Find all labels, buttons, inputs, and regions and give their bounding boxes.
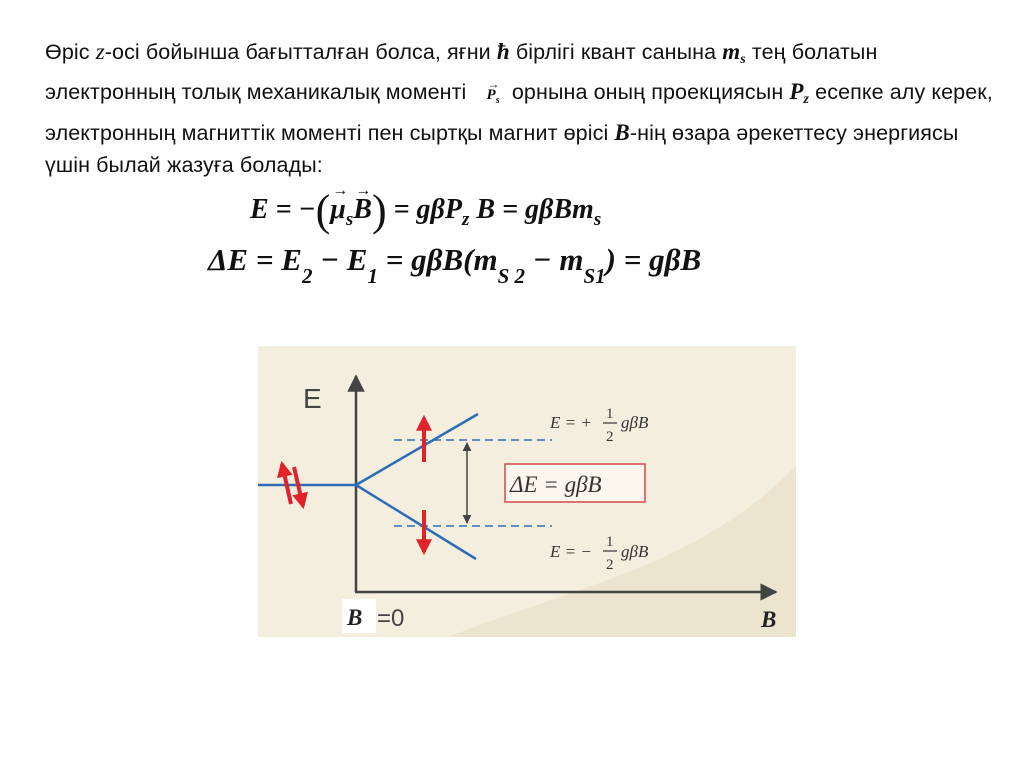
formula-sub: 2	[301, 264, 313, 288]
formula-sub: S 2	[497, 264, 526, 288]
text-run: -нің өзара әрекеттесу энергиясы үшін былай жазуға болады:	[45, 121, 959, 177]
formula-part: ΔE = E	[208, 242, 302, 277]
zeeman-splitting-diagram	[258, 346, 796, 637]
formula-sub: z	[462, 209, 470, 230]
text-run: тең болатын электронның толық механикалық моменті	[45, 40, 878, 104]
fraction-denominator: 2	[606, 557, 614, 573]
formula-part: E = −	[250, 194, 316, 225]
x-axis-label: B	[761, 607, 777, 632]
text-run: -осі бойынша бағытталған болса, яғни	[104, 40, 497, 64]
symbol-ms: m	[722, 39, 741, 64]
formula-part: − E	[312, 242, 368, 277]
zero-label-b: B	[347, 605, 363, 630]
vector-arrow-icon: →	[332, 182, 349, 199]
symbol-ps: P	[486, 87, 496, 103]
vector-mu	[330, 182, 349, 226]
text-run: Өріс	[45, 40, 96, 64]
formula-part: = gβB(m	[377, 242, 498, 277]
zero-label-eq: =0	[377, 605, 405, 632]
fraction-denominator: 2	[606, 429, 614, 445]
formula-part: = gβP	[386, 194, 462, 225]
symbol-ps-sub: s	[495, 95, 500, 106]
level-formula-suffix: gβB	[621, 542, 649, 561]
level-formula-prefix: E = +	[550, 413, 592, 432]
vector-arrow-icon: →	[355, 182, 372, 199]
formula-sub: s	[593, 209, 602, 230]
symbol-ps-vector	[487, 79, 500, 117]
vector-arrow-icon: →	[487, 77, 500, 91]
text-run: бірлігі квант санына	[509, 40, 723, 64]
fraction-numerator: 1	[606, 406, 614, 422]
formula-sub: 1	[367, 264, 378, 288]
text-run: есепке алу керек, электронның магниттік моменті пен сыртқы магнит өрісі	[45, 80, 993, 145]
level-formula-prefix: E = −	[550, 542, 592, 561]
symbol-pz: P	[789, 79, 804, 104]
symbol-z: z	[95, 39, 105, 64]
symbol-pz-sub: z	[803, 92, 810, 107]
y-axis-label: E	[303, 383, 322, 414]
delta-energy-label: ΔE = gβB	[510, 472, 602, 497]
text-run: орнына оның проекциясын	[505, 80, 790, 104]
symbol-b: B	[614, 120, 630, 145]
formula-sub: s	[345, 209, 354, 230]
fraction-numerator: 1	[606, 534, 614, 550]
formula-part: ) = gβB	[605, 242, 702, 277]
vector-b	[353, 182, 372, 226]
formula-part: μ	[330, 194, 346, 225]
symbol-ms-sub: s	[740, 52, 746, 67]
formula-paren: )	[371, 186, 387, 235]
formula-sub: S1	[583, 264, 606, 288]
formula-part: B	[353, 194, 372, 225]
formula-paren: (	[315, 186, 331, 235]
formula-energy	[250, 182, 602, 236]
formula-part: − m	[525, 242, 584, 277]
body-paragraph	[45, 36, 1005, 181]
formula-part: B = gβBm	[469, 194, 594, 225]
symbol-hbar: ħ	[496, 39, 510, 64]
formula-delta-energy	[208, 242, 701, 289]
level-formula-suffix: gβB	[621, 413, 649, 432]
